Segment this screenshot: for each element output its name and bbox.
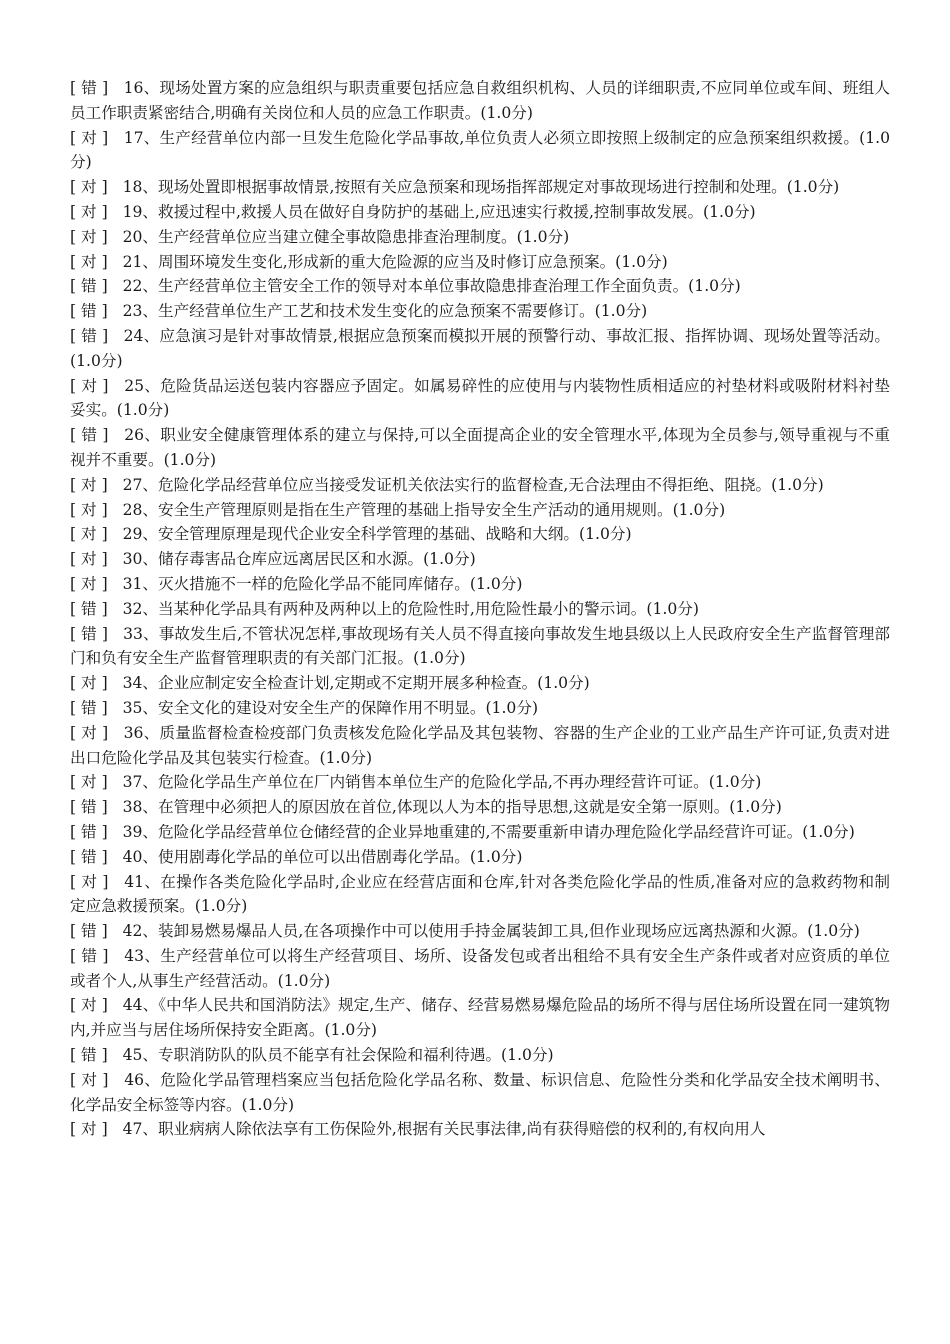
answer-item xyxy=(70,622,890,672)
answer-mark: [ 对 ] xyxy=(70,475,108,494)
answer-item xyxy=(70,696,890,721)
answer-mark: [ 对 ] xyxy=(70,674,108,693)
question-text: 32、当某种化学品具有两种及两种以上的危险性时,用危险性最小的警示词。(1.0分) xyxy=(122,599,699,618)
answer-mark: [ 错 ] xyxy=(70,79,109,97)
question-text: 46、危险化学品管理档案应当包括危险化学品名称、数量、标识信息、危险性分类和化学品安全技术阐明书、化学品安全标签等内容。(1.0分) xyxy=(70,1070,890,1114)
answer-item xyxy=(70,76,890,126)
answer-item xyxy=(70,770,890,795)
answer-mark: [ 错 ] xyxy=(70,1046,108,1065)
question-text: 18、现场处置即根据事故情景,按照有关应急预案和现场指挥部规定对事故现场进行控制和处理。(1.0分) xyxy=(122,178,840,197)
answer-item xyxy=(70,423,890,473)
question-text: 37、危险化学品生产单位在厂内销售本单位生产的危险化学品,不再办理经营许可证。(1.0分) xyxy=(122,773,762,792)
answer-mark: [ 错 ] xyxy=(70,847,108,866)
answer-mark: [ 对 ] xyxy=(70,525,108,544)
answer-item xyxy=(70,944,890,994)
answer-mark: [ 错 ] xyxy=(70,302,108,321)
question-text: 39、危险化学品经营单位仓储经营的企业异地重建的,不需要重新申请办理危险化学品经营许可证。(1.0分) xyxy=(122,822,855,841)
answer-item xyxy=(70,200,890,225)
question-text: 23、生产经营单位生产工艺和技术发生变化的应急预案不需要修订。(1.0分) xyxy=(122,302,648,321)
answer-mark: [ 对 ] xyxy=(70,996,108,1015)
answer-mark: [ 对 ] xyxy=(70,550,108,569)
answer-mark: [ 错 ] xyxy=(70,698,108,717)
answer-mark: [ 错 ] xyxy=(70,798,108,817)
question-text: 21、周围环境发生变化,形成新的重大危险源的应当及时修订应急预案。(1.0分) xyxy=(122,252,668,271)
answer-mark: [ 错 ] xyxy=(70,922,108,941)
answer-mark: [ 错 ] xyxy=(70,277,108,296)
answer-mark: [ 对 ] xyxy=(70,1120,108,1139)
question-text: 26、职业安全健康管理体系的建立与保持,可以全面提高企业的安全管理水平,体现为全员参与,领导重视与不重视并不重要。(1.0分) xyxy=(70,426,890,469)
answer-mark: [ 对 ] xyxy=(70,178,108,197)
answer-mark: [ 错 ] xyxy=(70,624,108,643)
question-text: 19、救援过程中,救援人员在做好自身防护的基础上,应迅速实行救援,控制事故发展。(1.0分) xyxy=(122,202,756,221)
answer-item xyxy=(70,250,890,275)
question-text: 27、危险化学品经营单位应当接受发证机关依法实行的监督检查,无合法理由不得拒绝、阻挠。(1.0分) xyxy=(122,475,824,494)
answer-mark: [ 对 ] xyxy=(70,574,108,593)
document-page xyxy=(70,76,890,1142)
answer-mark: [ 错 ] xyxy=(70,599,108,618)
answer-mark: [ 对 ] xyxy=(70,202,108,221)
question-text: 31、灭火措施不一样的危险化学品不能同库储存。(1.0分) xyxy=(122,574,523,593)
answer-mark: [ 对 ] xyxy=(70,773,108,792)
question-text: 16、现场处置方案的应急组织与职责重要包括应急自救组织机构、人员的详细职责,不应同单位或车间、班组人员工作职责紧密结合,明确有关岗位和人员的应急工作职责。(1.0分) xyxy=(70,79,890,122)
answer-item xyxy=(70,919,890,944)
answer-item xyxy=(70,274,890,299)
answer-mark: [ 对 ] xyxy=(70,376,109,395)
answer-mark: [ 对 ] xyxy=(70,252,108,271)
answer-mark: [ 对 ] xyxy=(70,723,109,742)
answer-item xyxy=(70,473,890,498)
answer-item xyxy=(70,1043,890,1068)
question-text: 43、生产经营单位可以将生产经营项目、场所、设备发包或者出租给不具有安全生产条件或者对应资质的单位或者个人,从事生产经营活动。(1.0分) xyxy=(70,946,890,990)
question-text: 42、装卸易燃易爆品人员,在各项操作中可以使用手持金属装卸工具,但作业现场应远离热源和火源。(1.0分) xyxy=(122,922,860,941)
question-text: 29、安全管理原理是现代企业安全科学管理的基础、战略和大纲。(1.0分) xyxy=(122,525,632,544)
question-text: 47、职业病病人除依法享有工伤保险外,根据有关民事法律,尚有获得赔偿的权利的,有权向用人 xyxy=(122,1120,766,1139)
answer-item xyxy=(70,820,890,845)
answer-item xyxy=(70,498,890,523)
answer-item xyxy=(70,721,890,771)
question-text: 36、质量监督检查检疫部门负责核发危险化学品及其包装物、容器的生产企业的工业产品生产许可证,负责对进出口危险化学品及其包装实行检查。(1.0分) xyxy=(70,723,890,767)
question-text: 20、生产经营单位应当建立健全事故隐患排查治理制度。(1.0分) xyxy=(122,227,570,246)
question-text: 24、应急演习是针对事故情景,根据应急预案而模拟开展的预警行动、事故汇报、指挥协调、现场处置等活动。(1.0分) xyxy=(70,326,890,370)
answer-item xyxy=(70,324,890,374)
question-text: 30、储存毒害品仓库应远离居民区和水源。(1.0分) xyxy=(122,550,476,569)
answer-item xyxy=(70,795,890,820)
answer-mark: [ 对 ] xyxy=(70,1070,109,1089)
answer-item xyxy=(70,299,890,324)
answer-item xyxy=(70,572,890,597)
answer-item xyxy=(70,597,890,622)
answer-item xyxy=(70,1117,890,1142)
answer-item xyxy=(70,547,890,572)
answer-item xyxy=(70,175,890,200)
answer-item xyxy=(70,993,890,1043)
answer-mark: [ 对 ] xyxy=(70,128,109,147)
answer-mark: [ 对 ] xyxy=(70,227,108,246)
question-text: 40、使用剧毒化学品的单位可以出借剧毒化学品。(1.0分) xyxy=(122,847,523,866)
question-text: 28、安全生产管理原则是指在生产管理的基础上指导安全生产活动的通用规则。(1.0分) xyxy=(122,500,726,519)
answer-mark: [ 错 ] xyxy=(70,426,109,445)
answer-mark: [ 对 ] xyxy=(70,872,109,891)
question-text: 34、企业应制定安全检查计划,定期或不定期开展多种检查。(1.0分) xyxy=(122,674,590,693)
question-text: 35、安全文化的建设对安全生产的保障作用不明显。(1.0分) xyxy=(122,698,539,717)
answer-mark: [ 错 ] xyxy=(70,822,108,841)
question-text: 17、生产经营单位内部一旦发生危险化学品事故,单位负责人必须立即按照上级制定的应急预案组织救援。(1.0分) xyxy=(70,128,891,172)
question-text: 33、事故发生后,不管状况怎样,事故现场有关人员不得直接向事故发生地县级以上人民政府安全生产监督管理部门和负有安全生产监督管理职责的有关部门汇报。(1.0分) xyxy=(70,624,890,668)
question-text: 22、生产经营单位主管安全工作的领导对本单位事故隐患排查治理工作全面负责。(1.0分) xyxy=(122,277,741,296)
answer-item xyxy=(70,671,890,696)
answer-mark: [ 对 ] xyxy=(70,500,108,519)
answer-item xyxy=(70,1068,890,1118)
answer-item xyxy=(70,374,890,424)
answer-mark: [ 错 ] xyxy=(70,946,109,965)
answer-item xyxy=(70,870,890,920)
answer-mark: [ 错 ] xyxy=(70,326,109,345)
question-text: 45、专职消防队的队员不能享有社会保险和福利待遇。(1.0分) xyxy=(122,1046,554,1065)
question-text: 25、危险货品运送包装内容器应予固定。如属易碎性的应使用与内装物性质相适应的衬垫材料或吸附材料衬垫妥实。(1.0分) xyxy=(70,376,890,420)
answer-item xyxy=(70,845,890,870)
question-text: 44、《中华人民共和国消防法》规定,生产、储存、经营易燃易爆危险品的场所不得与居住场所设置在同一建筑物内,并应当与居住场所保持安全距离。(1.0分) xyxy=(70,996,890,1040)
answer-item xyxy=(70,225,890,250)
answer-item xyxy=(70,126,890,176)
question-text: 41、在操作各类危险化学品时,企业应在经营店面和仓库,针对各类危险化学品的性质,准备对应的急救药物和制定应急救援预案。(1.0分) xyxy=(70,872,890,916)
question-text: 38、在管理中必须把人的原因放在首位,体现以人为本的指导思想,这就是安全第一原则。(1.0分) xyxy=(122,798,782,817)
answer-item xyxy=(70,522,890,547)
